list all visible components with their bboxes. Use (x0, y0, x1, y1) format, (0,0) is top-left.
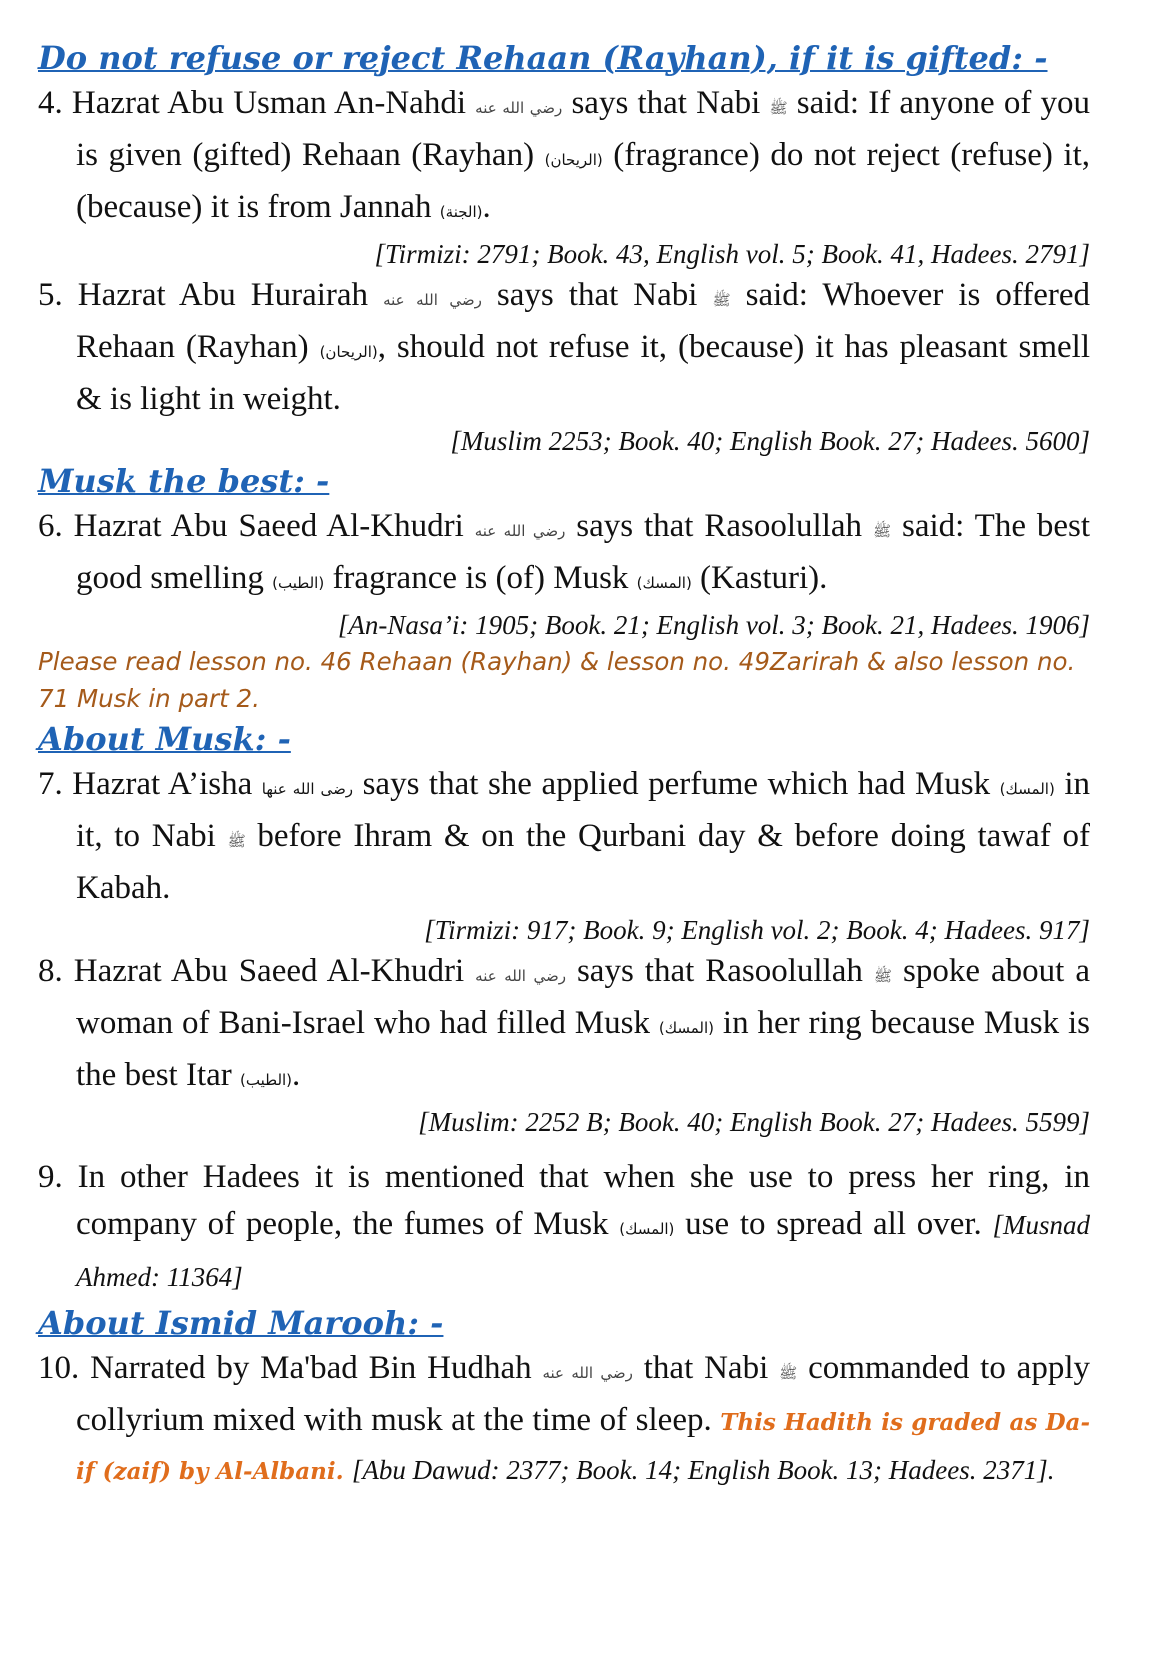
hadith-text: said: The best good smelling (76, 508, 1091, 596)
hadith-text: 8. Hazrat Abu Saeed Al-Khudri (38, 953, 465, 989)
prophet-honorific-icon: ﷺ (712, 291, 731, 309)
arabic-term: (الطيب) (272, 574, 325, 592)
hadith-text: 6. Hazrat Abu Saeed Al-Khudri (38, 508, 464, 544)
prophet-honorific-icon: ﷺ (779, 1364, 798, 1382)
hadith-item-4 (38, 80, 1090, 236)
hadith-text: in it, to Nabi (76, 766, 1090, 854)
hadith-item-8 (38, 948, 1090, 1104)
reference-citation: [An-Nasa’i: 1905; Book. 21; English vol. 3; Book. 21, Hadees. 1906] (337, 610, 1090, 640)
grading-warning: This Hadith is graded as Da-if (zaif) by Al-Albani. (76, 1409, 1091, 1485)
arabic-term: (المسك) (658, 1019, 714, 1037)
section-heading-about-musk: About Musk: - (38, 720, 291, 758)
hadith-text: 5. Hazrat Abu Hurairah (38, 277, 369, 313)
arabic-honorific: رضی الله عنها (261, 780, 354, 798)
section-heading-ismid-marooh: About Ismid Marooh: - (38, 1304, 444, 1342)
hadith-text: said: If anyone of you is given (gifted) Rehaan (Rayhan) (76, 85, 1091, 173)
arabic-term: (الريحان) (544, 151, 603, 169)
hadith-text: 7. Hazrat A’isha (38, 766, 253, 802)
hadith-text: says that she applied perfume which had Musk (362, 766, 991, 802)
hadith-text: . (482, 189, 491, 225)
reference-citation: [Muslim 2253; Book. 40; English Book. 27; Hadees. 5600] (450, 426, 1090, 456)
companion-honorific-icon: رضي الله عنه (383, 291, 482, 309)
reference-citation: [Abu Dawud: 2377; Book. 14; English Book. 13; Hadees. 2371]. (351, 1455, 1055, 1485)
hadith-text: 10. Narrated by Ma'bad Bin Hudhah (38, 1350, 532, 1386)
arabic-term: (الطيب) (240, 1071, 293, 1089)
reference-citation: [Tirmizi: 2791; Book. 43, English vol. 5; Book. 41, Hadees. 2791] (374, 239, 1090, 269)
hadith-text: says that Rasoolullah (576, 953, 863, 989)
hadith-item-10 (38, 1345, 1090, 1495)
hadith-item-7 (38, 761, 1090, 912)
hadith-text: in her ring because Musk is the best Itar (76, 1005, 1091, 1093)
arabic-term: (الريحان) (319, 343, 378, 361)
hadith-text: before Ihram & on the Qurbani day & before doing tawaf of Kabah. (76, 818, 1091, 906)
hadith-text: 4. Hazrat Abu Usman An-Nahdi (38, 85, 466, 121)
prophet-honorific-icon: ﷺ (873, 967, 893, 985)
companion-honorific-icon: رضي الله عنه (475, 99, 563, 117)
hadith-text: spoke about a woman of Bani-Israel who had filled Musk (76, 953, 1090, 1041)
hadith-text: says that Nabi (496, 277, 698, 313)
hadith-text: (fragrance) do not reject (refuse) it, (because) it is from Jannah (76, 137, 1091, 225)
reference-citation: [Tirmizi: 917; Book. 9; English vol. 2; Book. 4; Hadees. 917] (424, 915, 1090, 945)
companion-honorific-icon: رضي الله عنه (475, 967, 566, 985)
prophet-honorific-icon: ﷺ (227, 832, 246, 850)
section-heading-rehaan: Do not refuse or reject Rehaan (Rayhan), if it is gifted: - (38, 39, 1048, 77)
reference-citation: [Muslim: 2252 B; Book. 40; English Book. 27; Hadees. 5599] (418, 1107, 1090, 1137)
companion-honorific-icon: رضي الله عنه (474, 522, 566, 540)
document-page (38, 36, 1090, 1495)
hadith-text: use to spread all over. (685, 1206, 982, 1242)
hadith-item-5 (38, 272, 1090, 423)
hadith-text: fragrance is (of) Musk (332, 560, 629, 596)
arabic-term: (الجنة) (439, 203, 483, 221)
hadith-text: commanded to apply collyrium mixed with musk at the time of sleep. (76, 1350, 1091, 1438)
prophet-honorific-icon: ﷺ (872, 522, 892, 540)
arabic-term: (المسك) (636, 574, 692, 592)
hadith-text: , should not refuse it, (because) it has pleasant smell & is light in weight. (76, 329, 1090, 417)
hadith-text: 9. In other Hadees it is mentioned that when she use to press her ring, in company of people, the fumes of Musk (38, 1159, 1090, 1242)
hadith-text: . (292, 1057, 301, 1093)
hadith-text: says that Rasoolullah (576, 508, 863, 544)
hadith-text: that Nabi (643, 1350, 769, 1386)
lesson-note: Please read lesson no. 46 Rehaan (Rayhan) & lesson no. 49Zarirah & also lesson no. 71 Musk in part 2. (38, 647, 1076, 713)
companion-honorific-icon: رضي الله عنه (542, 1364, 633, 1382)
hadith-item-6 (38, 503, 1090, 607)
arabic-term: (المسك) (999, 780, 1055, 798)
section-heading-musk-best: Musk the best: - (38, 462, 330, 500)
hadith-item-9 (38, 1154, 1090, 1301)
hadith-text: says that Nabi (571, 85, 761, 121)
arabic-term: (المسك) (619, 1220, 675, 1238)
hadith-text: (Kasturi). (700, 560, 828, 596)
prophet-honorific-icon: ﷺ (769, 99, 788, 117)
hadith-text: said: Whoever is offered Rehaan (Rayhan) (76, 277, 1091, 365)
reference-citation: [Musnad Ahmed: 11364] (76, 1210, 1091, 1292)
